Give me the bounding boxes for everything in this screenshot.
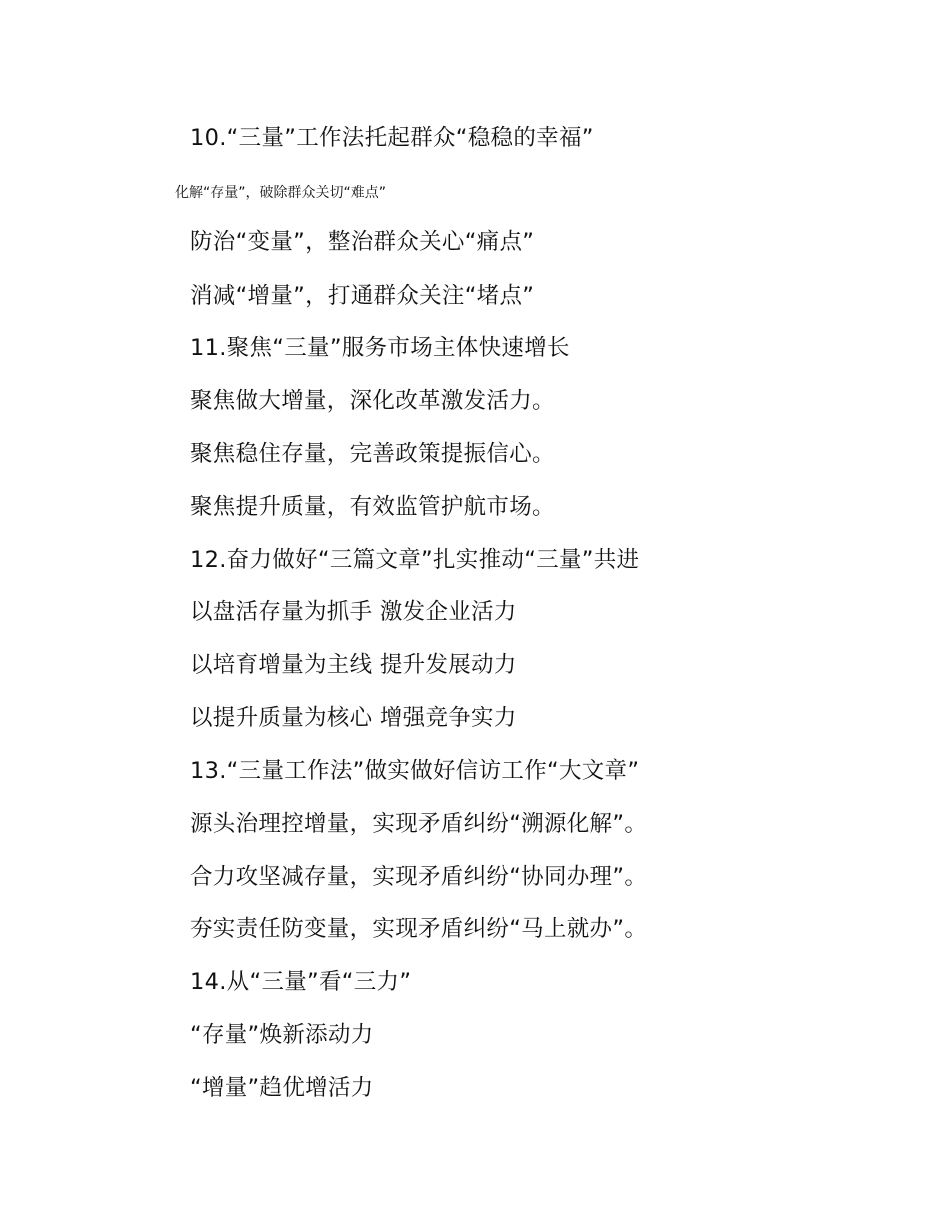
text-line: 防治“变量”，整治群众关心“痛点” — [190, 229, 535, 255]
heading-10: 10.“三量”工作法托起群众“稳稳的幸福” — [190, 125, 594, 151]
text-line: 消减“增量”，打通群众关注“堵点” — [190, 283, 535, 309]
text-line: 聚焦做大增量，深化改革激发活力。 — [190, 388, 555, 414]
text-line: “增量”趋优增活力 — [190, 1075, 374, 1101]
text-line: “存量”焕新添动力 — [190, 1022, 374, 1048]
text-line: 合力攻坚减存量，实现矛盾纠纷“协同办理”。 — [190, 864, 648, 890]
text-line: 以盘活存量为抓手 激发企业活力 — [190, 599, 517, 625]
heading-13: 13.“三量工作法”做实做好信访工作“大文章” — [190, 758, 640, 784]
text-line: 聚焦稳住存量，完善政策提振信心。 — [190, 441, 555, 467]
heading-11: 11.聚焦“三量”服务市场主体快速增长 — [190, 335, 570, 361]
text-line: 聚焦提升质量，有效监管护航市场。 — [190, 494, 555, 520]
text-line: 以培育增量为主线 提升发展动力 — [190, 652, 517, 678]
heading-14: 14.从“三量”看“三力” — [190, 969, 412, 995]
text-line-small: 化解“存量”，破除群众关切“难点” — [175, 185, 387, 201]
text-line: 以提升质量为核心 增强竞争实力 — [190, 705, 517, 731]
heading-12: 12.奋力做好“三篇文章”扎实推动“三量”共进 — [190, 547, 640, 573]
text-line: 源头治理控增量，实现矛盾纠纷“溯源化解”。 — [190, 811, 648, 837]
text-line: 夯实责任防变量，实现矛盾纠纷“马上就办”。 — [190, 916, 648, 942]
